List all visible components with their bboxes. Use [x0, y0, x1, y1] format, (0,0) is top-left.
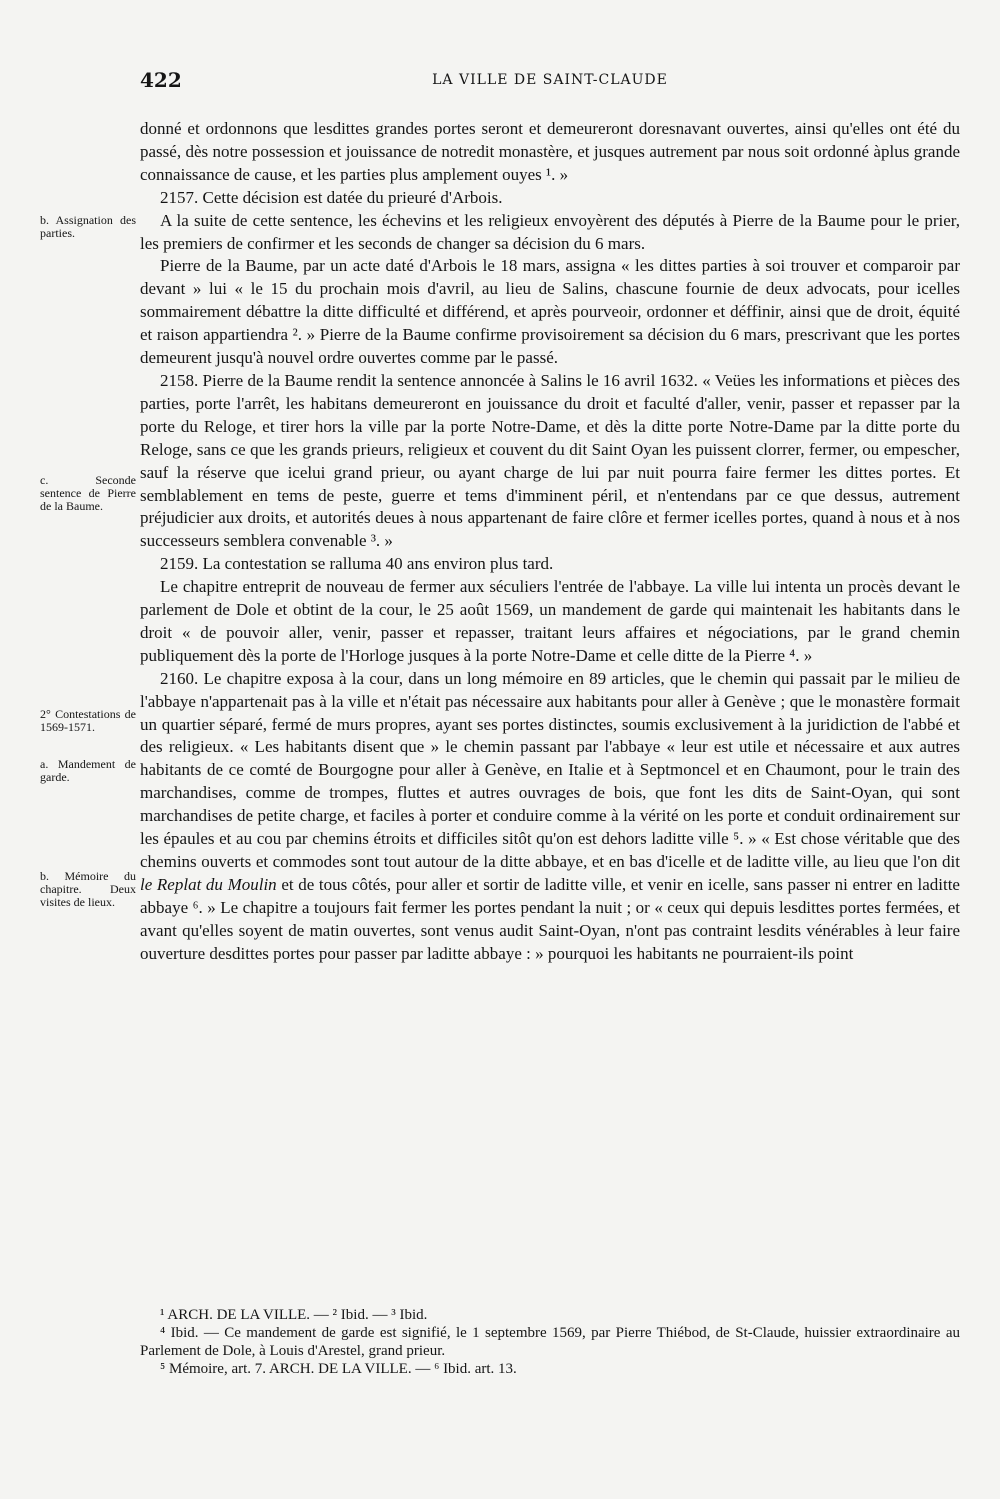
footnotes — [140, 1306, 960, 1378]
margin-note-memoire: b. Mémoire du chapitre. Deux visites de lieux. — [40, 869, 136, 909]
paragraph: Le chapitre entreprit de nouveau de fermer aux séculiers l'entrée de l'abbaye. La ville lui intenta un procès devant le parlement de Dole et obtint de la cour, le 25 août 1569, un mandement de garde qui maintenait les habitants dans le droit « de pouvoir aller, venir, passer et repasser, traitant leurs affaires et négociations, par le grand chemin publiquement dès la porte de l'Horloge jusques à la porte Notre-Dame et celle ditte de la Pierre ⁴. » — [140, 577, 960, 665]
paragraph — [140, 668, 960, 966]
running-title: LA VILLE DE SAINT-CLAUDE — [432, 72, 668, 88]
margin-note-assignation: b. Assignation des parties. — [40, 213, 136, 240]
paragraph: 2157. Cette décision est datée du prieuré d'Arbois. — [160, 187, 503, 207]
paragraph: A la suite de cette sentence, les échevins et les religieux envoyèrent des députés à Pierre de la Baume pour le prier, les premiers de confirmer et les seconds de changer sa décision du 6 mars. — [140, 210, 960, 253]
page-number: 422 — [140, 68, 182, 92]
paragraph: donné et ordonnons que lesdittes grandes portes seront et demeureront doresnavant ouvertes, ainsi qu'elles ont été du passé, dès notre possession et jouissance de notredit monastère, et jusques autrement par nous soit ordonné àplus grande connaissance de cause, et les parties plus amplement ouyes ¹. » — [140, 119, 960, 184]
place-name-italic: le Replat du Moulin — [140, 874, 277, 894]
page-header — [140, 68, 960, 98]
footnote: ⁴ Ibid. — Ce mandement de garde est signifié, le 1 septembre 1569, par Pierre Thiébod, de St-Claude, huissier extraordinaire au Parlement de Dole, à Louis d'Arestel, grand prieur. — [140, 1325, 960, 1359]
footnote: ¹ ARCH. DE LA VILLE. — ² Ibid. — ³ Ibid. — [160, 1307, 428, 1323]
paragraph-text: 2160. Le chapitre exposa à la cour, dans un long mémoire en 89 articles, que le chemin qui passait par le milieu de l'abbaye n'appartenait pas à la ville et n'était pas nécessaire aux habitants pour aller à Genève ; que le monastère formait un quartier séparé, fermé de murs propres, ayant ses portes distinctes, soumis exclusivement à la juridiction de l'abbé et des religieux. « Les habitants disent que » le chemin passant par l'abbaye « leur est utile et nécessaire et aux autres habitants de ce comté de Bourgogne pour aller à Genève, en Italie et à Septmoncel et en Chaumont, pour le train des marchandises, comme de trompes, fluttes et autres ouvrages de bois, que font les dits de Saint-Oyan, qui sont marchandises de petite charge, et faciles à porter et conduire comme à la vérité on les porte et conduit ordinairement sur les épaules et au cou par chemins étroits et difficiles sitôt qu'on est dehors laditte ville ⁵. » « Est chose véritable que des chemins ouverts et commodes sont tout autour de la ditte abbaye, et en bas d'icelle et de laditte ville, au lieu que l'on dit — [140, 668, 960, 871]
margin-note-contestations: 2° Contestations de 1569-1571. — [40, 707, 136, 734]
paragraph: 2159. La contestation se ralluma 40 ans environ plus tard. — [160, 554, 554, 574]
paragraph-text: et de tous côtés, pour aller et sortir de laditte ville, et venir en icelle, sans passer ni entrer en laditte abbaye ⁶. » Le chapitre a toujours fait fermer les portes pendant la nuit ; or « ceux qui depuis lesdittes portes fermées, et avant qu'elles soyent de matin ouvertes, sont venus audit Saint-Oyan, n'ont pas contraint lesdits vénérables à leur faire ouverture desdittes portes pour passer par laditte abbaye : » pourquoi les habitants ne pourraient-ils point — [140, 874, 960, 963]
footnote: ⁵ Mémoire, art. 7. ARCH. DE LA VILLE. — ⁶ Ibid. art. 13. — [160, 1361, 517, 1377]
margin-note-seconde-sentence: c. Seconde sentence de Pierre de la Baume. — [40, 473, 136, 513]
margin-note-mandement: a. Mandement de garde. — [40, 757, 136, 784]
main-text — [140, 118, 960, 966]
paragraph: Pierre de la Baume, par un acte daté d'Arbois le 18 mars, assigna « les dittes parties à soi trouver et comparoir par devant » lui « le 15 du prochain mois d'avril, au lieu de Salins, chascune fournie de deux advocats, pour icelles sommairement débattre la ditte difficulté et différend, et après pourveoir, ordonner et déffinir, ainsi que de droit, équité et raison appartiendra ². » Pierre de la Baume confirme provisoirement sa décision du 6 mars, prescrivant que les portes demeurent jusqu'à nouvel ordre ouvertes comme par le passé. — [140, 256, 960, 368]
paragraph: 2158. Pierre de la Baume rendit la sentence annoncée à Salins le 16 avril 1632. « Veües les informations et pièces des parties, porte l'arrêt, les habitans demeureront en jouissance du droit et faculté d'aller, venir, passer et repasser par la porte du Reloge, et tirer hors la ville par la porte Notre-Dame, et dès la ditte porte Notre-Dame par la ditte porte du Reloge, sans ce que les grands prieurs, religieux et couvent du dit Saint Oyan les puissent clorrer, fermer, ou empescher, sauf la réserve que icelui grand prieur, ou ayant charge de lui par nuit pourra faire fermer les dittes portes. Et semblablement en tems de peste, guerre et tems d'imminent péril, et n'entendans par ce que dessus, autrement préjudicier aux droits, et autorités deues à nous appartenant de faire clôre et fermer icelles portes, quand à nous et à nos successeurs semblera convenable ³. » — [140, 370, 960, 551]
